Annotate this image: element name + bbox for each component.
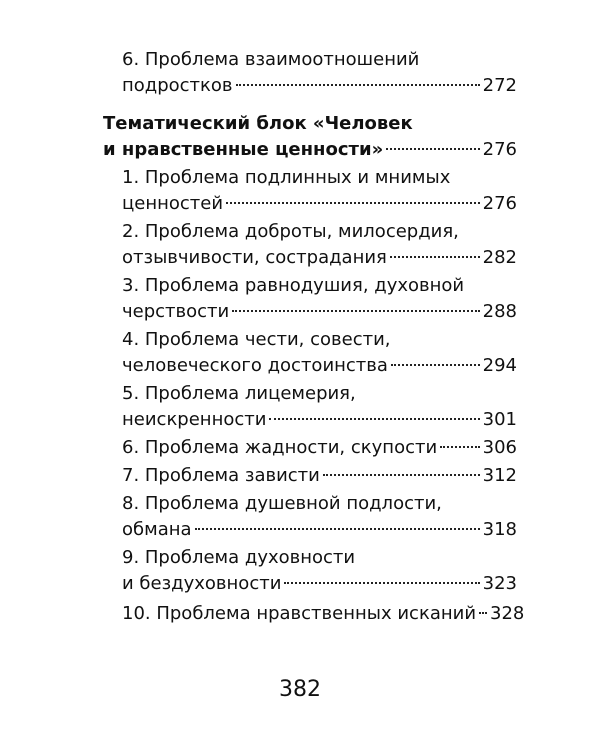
toc-page-number: 272 xyxy=(482,75,517,96)
toc-entry-title: подростков xyxy=(122,75,233,96)
toc-entry-title: 5. Проблема лицемерия, xyxy=(122,383,356,404)
toc-entry-title: 6. Проблема жадности, скупости xyxy=(122,437,438,458)
toc-entry-title: 6. Проблема взаимоотношений xyxy=(122,49,420,70)
toc-entry-title: 9. Проблема духовности xyxy=(122,547,356,568)
toc-entry-line xyxy=(122,382,517,406)
dot-leader xyxy=(323,474,480,476)
toc-entry-title: 8. Проблема душевной подлости, xyxy=(122,493,442,514)
toc-entry-line xyxy=(122,408,517,432)
dot-leader xyxy=(284,582,479,584)
dot-leader xyxy=(195,528,480,530)
toc-entry-title: неискренности xyxy=(122,409,267,430)
toc-entry-title: 4. Проблема чести, совести, xyxy=(122,329,391,350)
toc-entry-line xyxy=(122,74,517,98)
toc-entry-line xyxy=(122,546,517,570)
toc-entry-line xyxy=(122,220,517,244)
section-heading-title: и нравственные ценности» xyxy=(103,139,384,160)
toc-entry-line xyxy=(122,436,517,460)
toc-entry-line xyxy=(122,492,517,516)
dot-leader xyxy=(269,418,479,420)
toc-entry-line xyxy=(122,166,517,190)
section-heading-title: Тематический блок «Человек xyxy=(103,113,413,134)
toc-entry-line xyxy=(122,518,517,542)
toc-entry-title: черствости xyxy=(122,301,230,322)
toc-entry-line xyxy=(122,572,517,596)
toc-entry-line xyxy=(122,464,517,488)
dot-leader xyxy=(232,310,479,312)
toc-page-number: 328 xyxy=(490,603,525,624)
toc-entry-title: человеческого достоинства xyxy=(122,355,388,376)
toc-entry-title: 1. Проблема подлинных и мнимых xyxy=(122,167,451,188)
dot-leader xyxy=(236,84,480,86)
toc-section-heading xyxy=(103,112,517,136)
toc-entry-line xyxy=(122,246,517,270)
toc-entry-line xyxy=(122,300,517,324)
dot-leader xyxy=(386,148,479,150)
toc-entry-line xyxy=(122,354,517,378)
toc-entry-title: отзывчивости, сострадания xyxy=(122,247,387,268)
toc-entry-title: 7. Проблема зависти xyxy=(122,465,320,486)
toc-entry-line xyxy=(122,328,517,352)
toc-page-number: 276 xyxy=(482,193,517,214)
toc-entry-line xyxy=(122,192,517,216)
toc-entry-line xyxy=(122,48,517,72)
toc-entry-title: 2. Проблема доброты, милосердия, xyxy=(122,221,459,242)
toc-page-number: 318 xyxy=(482,519,517,540)
toc-page-number: 312 xyxy=(482,465,517,486)
dot-leader xyxy=(391,364,480,366)
toc-entry-title: ценностей xyxy=(122,193,224,214)
toc-entry-line xyxy=(122,274,517,298)
toc-page-number: 276 xyxy=(482,139,517,160)
toc-section-heading xyxy=(103,138,517,162)
dot-leader xyxy=(479,612,487,614)
toc-page-number: 288 xyxy=(482,301,517,322)
toc-entry-title: обмана xyxy=(122,519,192,540)
footer-page-number: 382 xyxy=(279,677,321,702)
toc-entry-title: 10. Проблема нравственных исканий xyxy=(122,603,477,624)
toc-page-number: 323 xyxy=(482,573,517,594)
toc-page-number: 294 xyxy=(482,355,517,376)
toc-page-number: 306 xyxy=(482,437,517,458)
dot-leader xyxy=(440,446,479,448)
toc-page-number: 282 xyxy=(482,247,517,268)
toc-page-number: 301 xyxy=(482,409,517,430)
dot-leader xyxy=(390,256,480,258)
toc-entry-title: и бездуховности xyxy=(122,573,282,594)
toc-entry-line xyxy=(122,602,525,626)
dot-leader xyxy=(226,202,480,204)
toc-entry-title: 3. Проблема равнодушия, духовной xyxy=(122,275,465,296)
